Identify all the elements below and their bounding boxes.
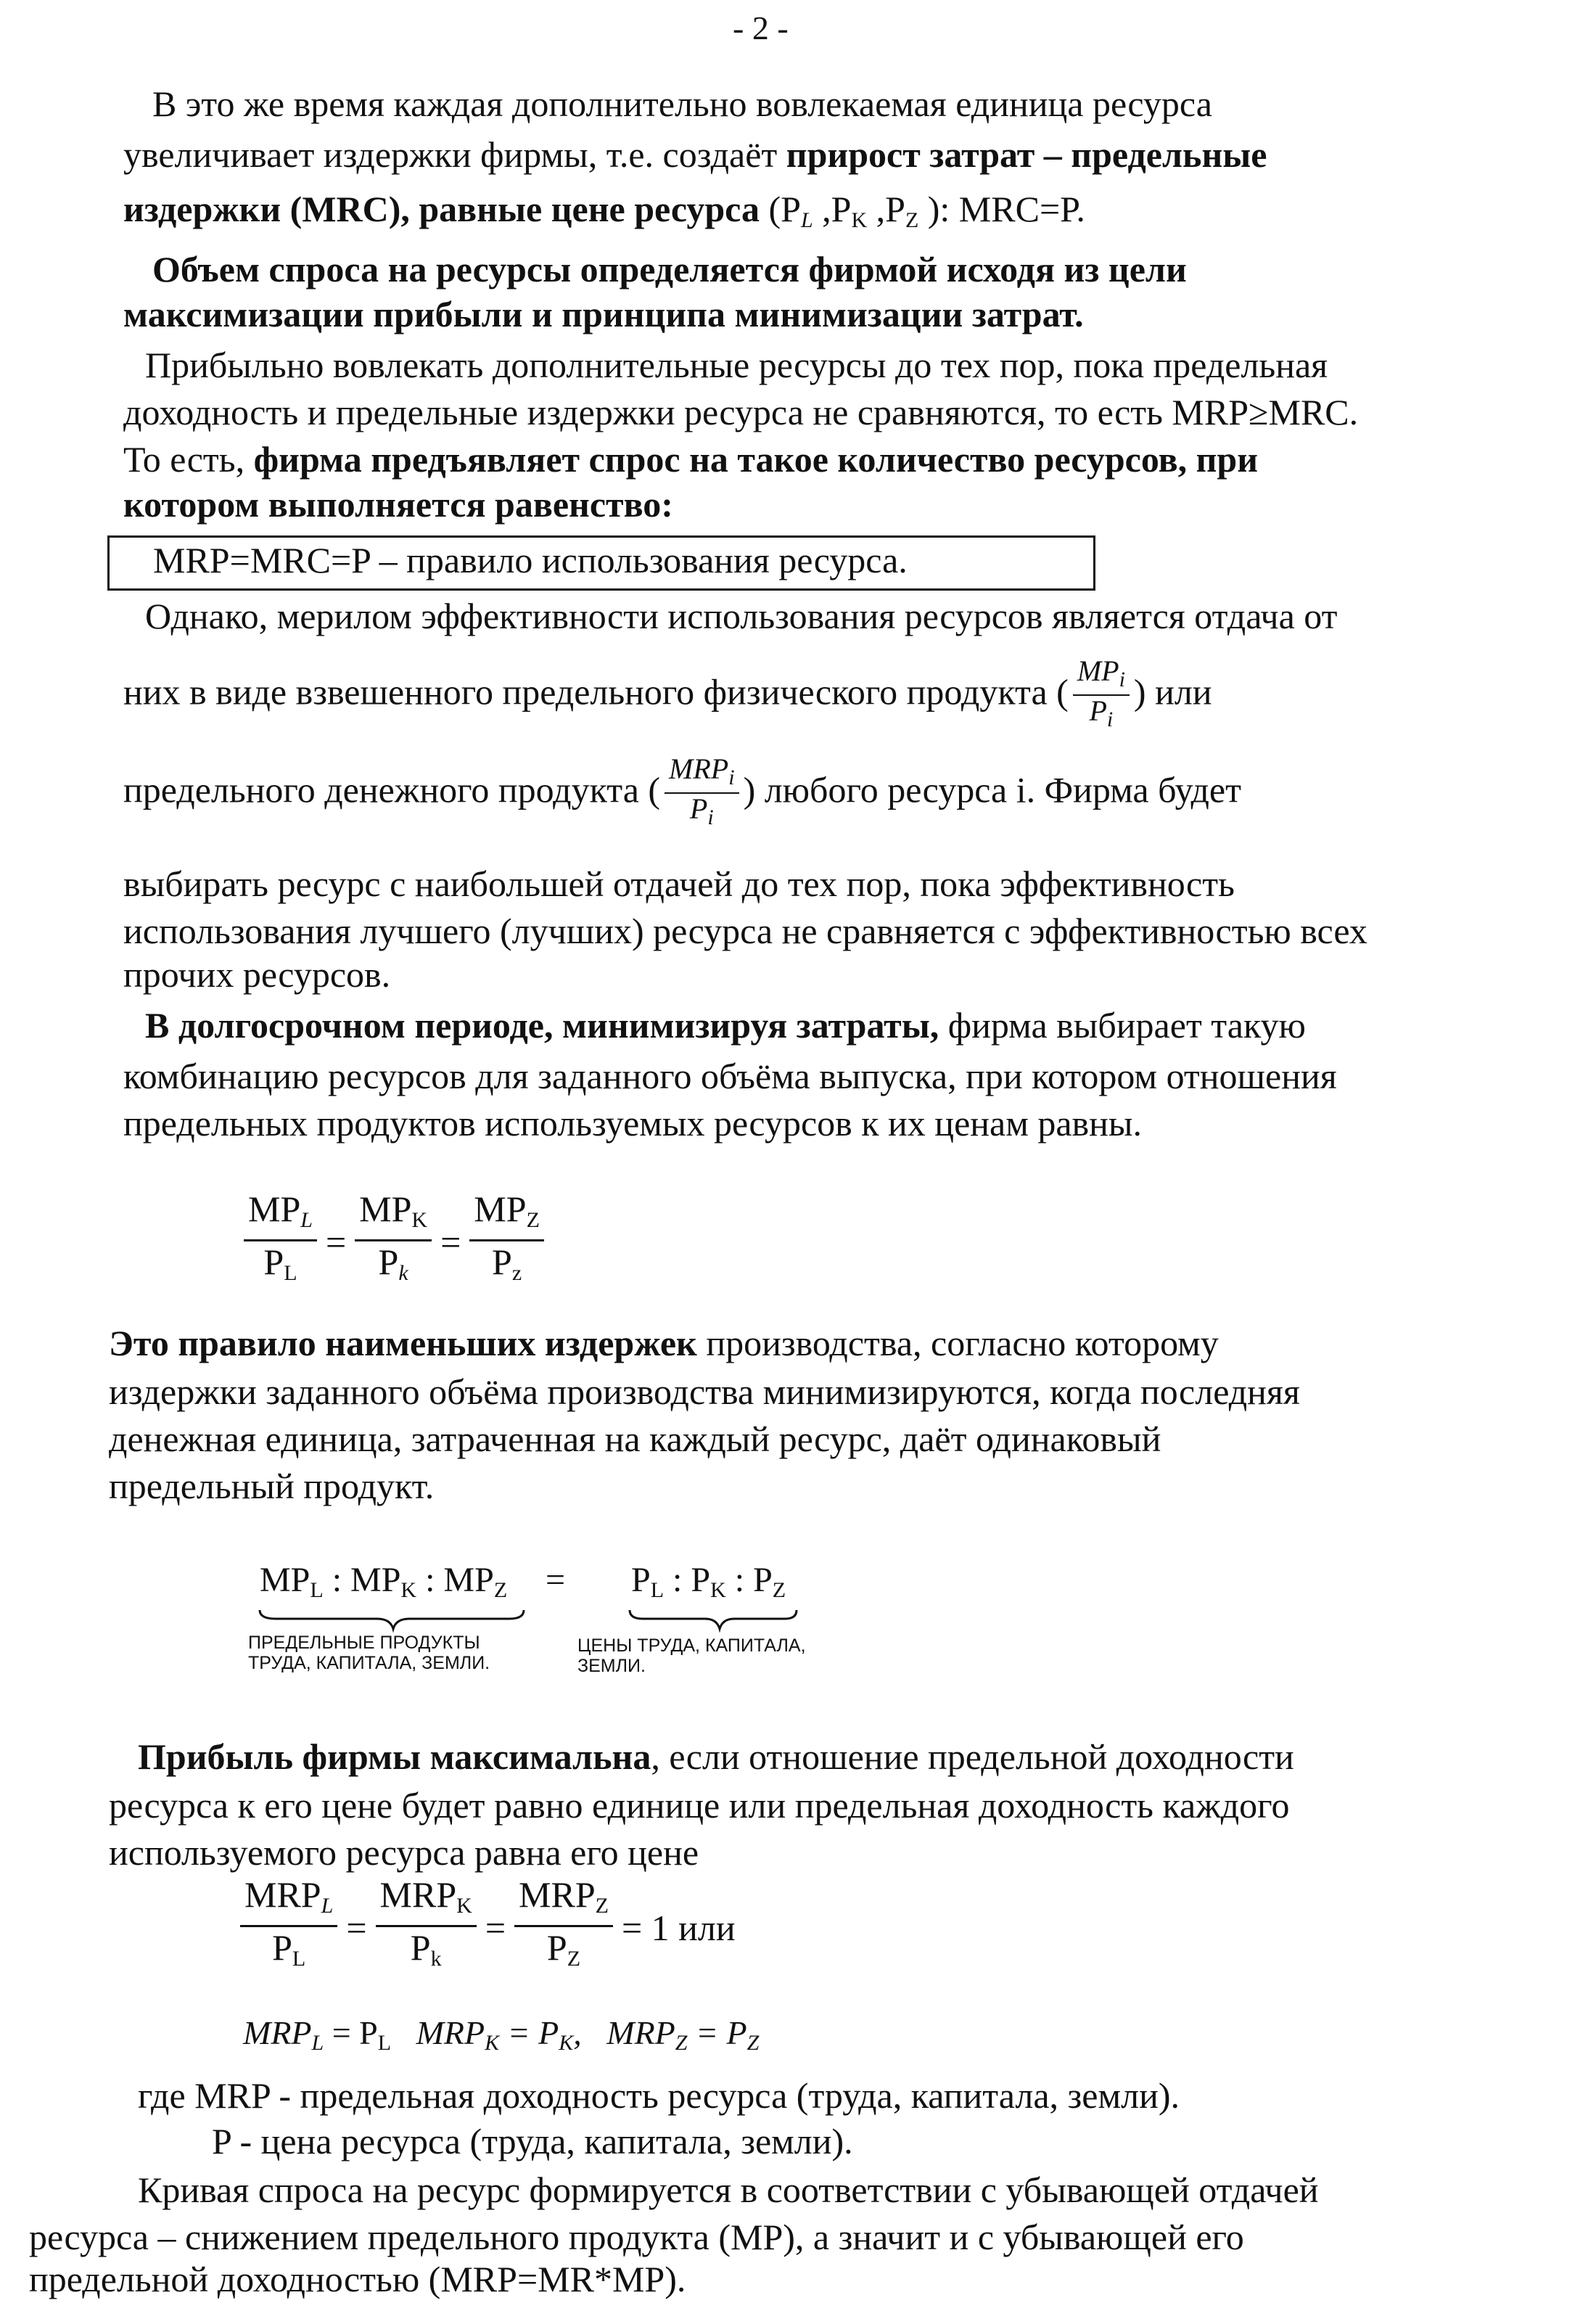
- p4-line5: использования лучшего (лучших) ресурса не сравняется с эффективностью всех: [123, 911, 1367, 951]
- eq1-d3: P: [492, 1241, 512, 1282]
- right-brace-label-2: ЗЕМЛИ.: [577, 1656, 646, 1676]
- mp-denominator: P: [1089, 694, 1107, 727]
- p7-line3: используемого ресурса равна его цене: [109, 1832, 699, 1873]
- p8-line4: ресурса – снижением предельного продукта (MP), а значит и с убывающей его: [29, 2217, 1244, 2257]
- eq1-frac-capital: [355, 1190, 432, 1294]
- eq1-d1: P: [263, 1241, 284, 1282]
- eq1-n3: MP: [474, 1189, 527, 1229]
- mp-over-p-fraction: [1073, 654, 1130, 735]
- p4-line6: прочих ресурсов.: [123, 954, 391, 995]
- mrp-numerator-sub: i: [728, 765, 735, 789]
- p6-line4: предельный продукт.: [109, 1466, 435, 1506]
- p1-line3-sub2: K: [851, 208, 868, 232]
- eq3-a2: = P: [324, 2014, 378, 2051]
- p4-line1: Однако, мерилом эффективности использования ресурсов является отдача от: [145, 596, 1338, 636]
- eq2-n3: MRP: [519, 1874, 596, 1915]
- p1-line3-pz: ,P: [867, 189, 905, 229]
- ratio-l-sub3: Z: [493, 1578, 508, 1602]
- left-underbrace: [260, 1610, 524, 1629]
- mp-numerator: MP: [1077, 654, 1119, 687]
- ratio-r-sub2: K: [710, 1578, 726, 1602]
- eq3-a-sub: L: [311, 2031, 324, 2055]
- eq1-equals-1: =: [325, 1221, 347, 1263]
- eq3-sep: ,: [573, 2014, 582, 2051]
- resource-use-rule-text: MRP=MRC=P – правило использования ресурса.: [153, 540, 908, 580]
- left-brace-label-2: ТРУДА, КАПИТАЛА, ЗЕМЛИ.: [248, 1653, 490, 1673]
- eq1-n1: MP: [248, 1189, 301, 1229]
- p5-line3: предельных продуктов используемых ресурсов к их ценам равны.: [123, 1103, 1143, 1144]
- p8-line5: предельной доходностью (MRP=MR*MP).: [29, 2259, 686, 2299]
- p1-line3-p: (P: [759, 189, 801, 229]
- eq1-n1-sub: L: [300, 1208, 313, 1232]
- p1-line3-bold: издержки (MRC), равные цене ресурса: [123, 189, 760, 229]
- ratio-r-sub1: L: [650, 1578, 665, 1602]
- p5-line1-text: фирма выбирает такую: [939, 1005, 1306, 1046]
- eq3-b: MRP: [416, 2014, 485, 2051]
- p8-line2: P - цена ресурса (труда, капитала, земли).: [212, 2121, 853, 2162]
- p4-line2-end: ) или: [1133, 671, 1212, 713]
- eq2-n1: MRP: [244, 1874, 321, 1915]
- ratio-equation-right: [631, 1560, 786, 1603]
- p1-line2: [123, 131, 1267, 178]
- eq2-n2-sub: K: [456, 1894, 472, 1918]
- page-number: - 2 -: [733, 9, 789, 46]
- eq1-d2-sub: k: [398, 1261, 408, 1285]
- p5-line2: комбинацию ресурсов для заданного объёма выпуска, при котором отношения: [123, 1056, 1337, 1096]
- profit-max-equation: [236, 1876, 740, 1979]
- p6-line3: денежная единица, затраченная на каждый ресурс, даёт одинаковый: [109, 1419, 1161, 1459]
- ratio-r-p3: : P: [725, 1561, 773, 1599]
- p4-line3: [123, 752, 1241, 833]
- p4-line2: [123, 654, 1212, 735]
- mrp-numerator: MRP: [669, 752, 729, 785]
- p7-line1: [138, 1733, 1294, 1781]
- eq2-d1-sub: L: [292, 1947, 306, 1971]
- mrp-equals-price-line: [243, 2013, 759, 2056]
- right-underbrace: [630, 1610, 797, 1629]
- eq3-a2-sub: L: [377, 2031, 392, 2055]
- eq3-c2: = P: [687, 2014, 747, 2051]
- p3-line3-bold: фирма предъявляет спрос на такое количество ресурсов, при: [253, 439, 1259, 480]
- eq2-n3-sub: Z: [595, 1894, 609, 1918]
- p8-line1: где MRP - предельная доходность ресурса (труда, капитала, земли).: [138, 2075, 1180, 2116]
- eq2-equals-2: =: [485, 1907, 506, 1948]
- eq3-a: MRP: [243, 2014, 312, 2051]
- eq3-c: MRP: [606, 2014, 675, 2051]
- p1-line3-end: ): MRC=P.: [918, 189, 1085, 229]
- p4-line4: выбирать ресурс с наибольшей отдачей до тех пор, пока эффективность: [123, 863, 1235, 904]
- eq3-b2-sub: K: [559, 2031, 574, 2055]
- eq1-n2: MP: [359, 1189, 412, 1229]
- p6-line1-text: производства, согласно которому: [696, 1323, 1219, 1363]
- eq1-n3-sub: Z: [526, 1208, 540, 1232]
- p1-line3: [123, 185, 1085, 245]
- ratio-r-sub3: Z: [772, 1578, 786, 1602]
- ratio-l-mp2: : MP: [323, 1561, 401, 1599]
- p3-line3-text: То есть,: [123, 439, 254, 480]
- eq1-d3-sub: z: [511, 1261, 522, 1285]
- p3-line2: доходность и предельные издержки ресурса не сравняются, то есть MRP≥MRC.: [123, 392, 1359, 432]
- eq3-c-sub: Z: [675, 2031, 688, 2055]
- p1-line3-sub3: Z: [905, 208, 919, 232]
- ratio-r-p1: P: [631, 1561, 651, 1599]
- eq2-equals-1: =: [346, 1907, 367, 1948]
- p1-line3-sub1: L: [800, 208, 813, 232]
- p2-line2: максимизации прибыли и принципа минимизации затрат.: [123, 294, 1084, 334]
- eq2-tail: = 1 или: [621, 1907, 736, 1948]
- p4-line3-end: ) любого ресурса i. Фирма будет: [743, 769, 1241, 810]
- p7-line1-bold: Прибыль фирмы максимальна: [138, 1736, 651, 1777]
- underbraces: [254, 1607, 805, 1633]
- least-cost-equation: [239, 1190, 548, 1294]
- eq2-d3-sub: Z: [567, 1947, 581, 1971]
- mp-numerator-sub: i: [1119, 668, 1125, 691]
- ratio-l-mp1: MP: [260, 1561, 310, 1599]
- eq1-d1-sub: L: [284, 1261, 297, 1285]
- eq2-frac-land: [514, 1876, 613, 1979]
- eq2-d2-sub: k: [430, 1947, 442, 1971]
- p1-line2-text: увеличивает издержки фирмы, т.е. создаёт: [123, 134, 786, 175]
- p7-line2: ресурса к его цене будет равно единице или предельная доходность каждого: [109, 1785, 1290, 1826]
- eq1-n2-sub: K: [411, 1208, 428, 1232]
- eq1-frac-labor: [244, 1190, 317, 1294]
- p1-line3-pk: ,P: [813, 189, 852, 229]
- p3-line3: [123, 435, 1258, 483]
- eq2-frac-labor: [240, 1876, 337, 1979]
- p1-line1: В это же время каждая дополнительно вовлекаемая единица ресурса: [152, 83, 1212, 124]
- p6-line1: [109, 1319, 1219, 1367]
- eq2-frac-capital: [376, 1876, 477, 1979]
- ratio-l-mp3: : MP: [416, 1561, 494, 1599]
- mrp-denominator: P: [689, 792, 708, 825]
- eq3-b-sub: K: [485, 2031, 500, 2055]
- p3-line1: Прибыльно вовлекать дополнительные ресурсы до тех пор, пока предельная: [145, 345, 1328, 385]
- p5-line1-bold: В долгосрочном периоде, минимизируя затраты,: [145, 1005, 939, 1046]
- ratio-r-p2: : P: [664, 1561, 711, 1599]
- eq2-n1-sub: L: [321, 1894, 334, 1918]
- p7-line1-text: , если отношение предельной доходности: [651, 1736, 1294, 1777]
- mrp-denominator-sub: i: [707, 805, 714, 829]
- ratio-l-sub2: K: [400, 1578, 417, 1602]
- ratio-l-sub1: L: [310, 1578, 324, 1602]
- eq1-d2: P: [378, 1241, 399, 1282]
- ratio-equals: =: [546, 1561, 566, 1599]
- ratio-equation-left: [260, 1560, 507, 1603]
- left-brace-label-1: ПРЕДЕЛЬНЫЕ ПРОДУКТЫ: [248, 1633, 480, 1653]
- eq1-equals-2: =: [440, 1221, 461, 1263]
- p5-line1: [145, 1001, 1306, 1049]
- p8-line3: Кривая спроса на ресурс формируется в соответствии с убывающей отдачей: [138, 2169, 1319, 2210]
- p3-line4: котором выполняется равенство:: [123, 484, 673, 525]
- mrp-over-p-fraction: [665, 752, 739, 833]
- p6-line1-bold: Это правило наименьших издержек: [109, 1323, 697, 1363]
- eq1-frac-land: [469, 1190, 544, 1294]
- p6-line2: издержки заданного объёма производства минимизируются, когда последняя: [109, 1371, 1300, 1412]
- eq2-d3: P: [546, 1927, 567, 1968]
- eq2-d1: P: [272, 1927, 292, 1968]
- right-brace-label-1: ЦЕНЫ ТРУДА, КАПИТАЛА,: [577, 1635, 806, 1656]
- p4-line3-text: предельного денежного продукта (: [123, 769, 661, 810]
- eq2-d2: P: [410, 1927, 431, 1968]
- eq3-c2-sub: Z: [746, 2031, 760, 2055]
- resource-use-rule-box: [107, 535, 1095, 591]
- p2-line1: Объем спроса на ресурсы определяется фирмой исходя из цели: [152, 249, 1187, 290]
- eq2-n2: MRP: [379, 1874, 457, 1915]
- eq3-b2: = P: [499, 2014, 559, 2051]
- mp-denominator-sub: i: [1106, 707, 1114, 731]
- p1-line2-bold: прирост затрат – предельные: [786, 134, 1267, 175]
- p4-line2-text: них в виде взвешенного предельного физического продукта (: [123, 671, 1069, 713]
